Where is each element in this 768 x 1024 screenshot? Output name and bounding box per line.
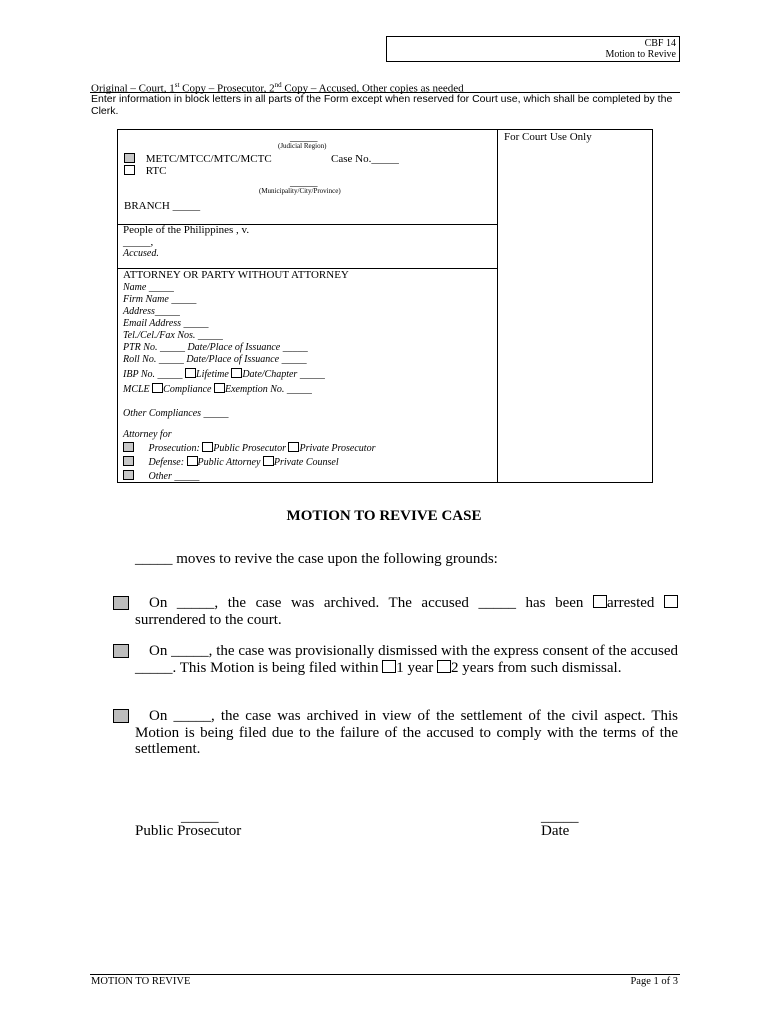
ground-3-text: On _____, the case was archived in view of the settlement of the civil aspect. This Motion is being filed due to the failure of the accused to comply with the terms of the settlement. — [135, 708, 678, 757]
public-attorney-checkbox[interactable] — [187, 456, 198, 466]
two-years-checkbox[interactable] — [437, 660, 451, 673]
defense-row — [123, 456, 375, 469]
prosecution-label: Prosecution: — [148, 443, 200, 454]
ibp-field[interactable]: IBP No. _____ — [123, 369, 183, 380]
firm-name-field[interactable]: Firm Name _____ — [123, 294, 197, 305]
footer-divider — [90, 974, 680, 975]
other-checkbox[interactable] — [123, 470, 134, 480]
name-field[interactable]: Name _____ — [123, 282, 174, 293]
compliance-checkbox[interactable] — [152, 383, 163, 393]
attorney-for-label: Attorney for — [123, 429, 172, 440]
prosecutor-label: Public Prosecutor — [135, 823, 242, 839]
column-divider — [497, 129, 498, 483]
form-code: CBF 14 — [644, 38, 676, 49]
mcle-label: MCLE — [123, 384, 150, 395]
date-chapter-checkbox[interactable] — [231, 368, 242, 378]
arrested-checkbox[interactable] — [593, 595, 607, 608]
attorney-heading: ATTORNEY OR PARTY WITHOUT ATTORNEY — [123, 269, 349, 281]
judicial-region-blank[interactable]: _____ — [290, 131, 318, 143]
prosecution-checkbox[interactable] — [123, 442, 134, 452]
compliance-label: Compliance — [163, 384, 212, 395]
attorney-details — [123, 282, 375, 483]
ground-3-checkbox[interactable] — [113, 709, 129, 723]
branch-field[interactable]: BRANCH _____ — [124, 200, 201, 212]
roll-field[interactable]: Roll No. _____ Date/Place of Issuance _____ — [123, 354, 307, 365]
rtc-checkbox[interactable] — [124, 165, 135, 175]
lifetime-label: Lifetime — [196, 369, 229, 380]
other-compliances-field[interactable]: Other Compliances _____ — [123, 408, 229, 419]
mcle-row — [123, 383, 375, 396]
ground-2-text: On _____, the case was provisionally dismissed with the express consent of the accused _____. This Motion is being filed within 1 year 2 years from such dismissal. — [135, 643, 678, 676]
date-blank[interactable]: _____ — [541, 809, 579, 825]
date-label: Date — [541, 823, 570, 839]
footer-left: MOTION TO REVIVE — [91, 976, 191, 987]
form-code-box — [386, 36, 680, 62]
private-prosecutor-checkbox[interactable] — [288, 442, 299, 452]
accused-label: Accused. — [123, 248, 159, 259]
document-title: MOTION TO REVIVE CASE — [286, 508, 482, 524]
address-field[interactable]: Address_____ — [123, 306, 180, 317]
ground-1-text: On _____, the case was archived. The accused _____ has been arrested surrendered to the court. — [135, 595, 678, 628]
email-field[interactable]: Email Address _____ — [123, 318, 209, 329]
tel-field[interactable]: Tel./Cel./Fax Nos. _____ — [123, 330, 223, 341]
private-prosecutor-label: Private Prosecutor — [299, 443, 376, 454]
one-year-checkbox[interactable] — [382, 660, 396, 673]
judicial-region-label: (Judicial Region) — [278, 142, 327, 150]
public-prosecutor-checkbox[interactable] — [202, 442, 213, 452]
ground-1-checkbox[interactable] — [113, 596, 129, 610]
private-counsel-checkbox[interactable] — [263, 456, 274, 466]
other-row — [123, 470, 375, 483]
form-title: Motion to Revive — [605, 49, 676, 60]
municipality-label: (Municipality/City/Province) — [259, 187, 341, 195]
public-attorney-label: Public Attorney — [197, 457, 261, 468]
public-prosecutor-label: Public Prosecutor — [213, 443, 286, 454]
rtc-label: RTC — [145, 165, 167, 177]
court-type-label: METC/MTCC/MTC/MCTC — [145, 153, 272, 165]
defense-label: Defense: — [148, 457, 185, 468]
case-number-field[interactable]: Case No._____ — [331, 153, 399, 165]
footer-page-number: Page 1 of 3 — [630, 976, 678, 987]
accused-blank[interactable]: _____, — [123, 236, 154, 248]
prosecution-row — [123, 442, 375, 455]
parties-line: People of the Philippines , v. — [123, 224, 250, 236]
lifetime-checkbox[interactable] — [185, 368, 196, 378]
ibp-row — [123, 368, 375, 381]
defense-checkbox[interactable] — [123, 456, 134, 466]
court-use-only-label: For Court Use Only — [504, 131, 592, 143]
ptr-field[interactable]: PTR No. _____ Date/Place of Issuance _____ — [123, 342, 308, 353]
municipality-blank[interactable]: _____ — [290, 176, 318, 188]
prosecutor-signature-blank[interactable]: _____ — [181, 809, 219, 825]
other-field[interactable]: Other _____ — [148, 471, 200, 482]
exemption-label: Exemption No. _____ — [225, 384, 312, 395]
court-type-checkbox[interactable] — [124, 153, 135, 163]
instruction-text: Enter information in block letters in all parts of the Form except when reserved for Court use, which shall be completed by the Clerk. — [91, 93, 673, 117]
surrendered-checkbox[interactable] — [664, 595, 678, 608]
private-counsel-label: Private Counsel — [273, 457, 339, 468]
distribution-line: Original – Court, 1st Copy – Prosecutor, 2nd Copy – Accused, Other copies as needed — [91, 81, 464, 95]
intro-text: _____ moves to revive the case upon the following grounds: — [135, 551, 498, 567]
exemption-checkbox[interactable] — [214, 383, 225, 393]
date-chapter-label: Date/Chapter _____ — [242, 369, 325, 380]
ground-2-checkbox[interactable] — [113, 644, 129, 658]
